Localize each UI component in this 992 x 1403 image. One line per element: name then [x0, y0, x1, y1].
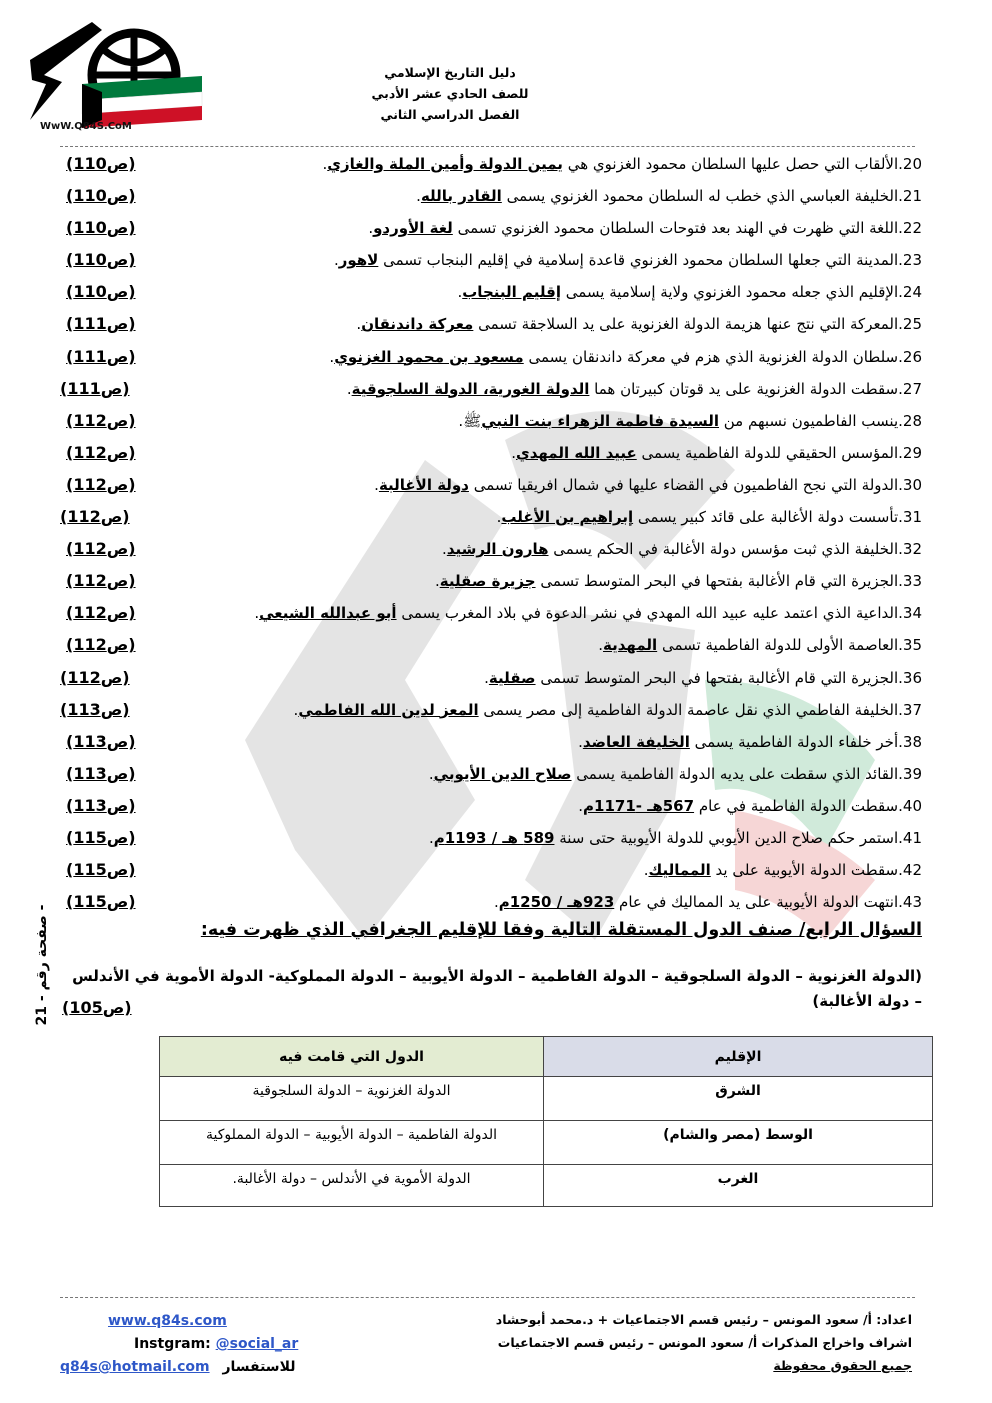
question-stem: الجزيرة التي قام الأغالبة بفتحها في البحر المتوسط تسمى [535, 668, 899, 687]
page-reference: (ص112) [66, 539, 136, 559]
question-stem: سقطت الدولة الفاطمية في عام [694, 796, 899, 815]
question-item [60, 664, 922, 696]
footer-supervised-by: اشراف واخراج المذكرات أ/ سعود المونس – رئيس قسم الاجتماعيات [497, 1335, 912, 1350]
footer-credits [496, 1308, 912, 1377]
question-end: . [356, 315, 362, 334]
question-end: . [457, 283, 463, 302]
question-stem: المؤسس الحقيقي للدولة الفاطمية يسمى [636, 443, 899, 462]
question-number: 28. [898, 411, 922, 430]
header-title: دليل التاريخ الإسلامي [384, 65, 516, 80]
question-text [578, 792, 922, 820]
question-item [60, 150, 922, 182]
question-stem: القائد الذي سقطت على يديه الدولة الفاطمية يسمى [571, 764, 899, 783]
header-grade: للصف الحادي عشر الأدبي [371, 86, 529, 101]
region-cell: الوسط (مصر والشام) [544, 1121, 933, 1165]
page-reference: (ص112) [66, 442, 136, 462]
question-text [416, 182, 922, 210]
page-reference: (ص113) [66, 763, 136, 783]
question-stem: المدينة التي جعلها السلطان محمود الغزنوي قاعدة إسلامية في إقليم البنجاب تسمى [378, 251, 899, 270]
page-reference: (ص110) [66, 282, 136, 302]
question-number: 27. [898, 379, 922, 398]
region-cell: الغرب [544, 1165, 933, 1207]
question-text [347, 375, 922, 403]
instagram-label: Instgram: [134, 1336, 216, 1352]
page-reference: (ص113) [66, 731, 136, 751]
instagram-link[interactable]: @social_ar [215, 1336, 299, 1352]
email-link[interactable]: q84s@hotmail.com [60, 1359, 210, 1375]
question-item [60, 310, 922, 342]
document-header [330, 62, 570, 125]
question-stem: استمر حكم صلاح الدين الأيوبي للدولة الأيوبية حتى سنة [554, 828, 899, 847]
question-text [578, 728, 922, 756]
question-answer: المهدية [603, 636, 658, 655]
question-text [254, 599, 922, 627]
question-end: . [329, 347, 335, 366]
logo-url-text: WwW.Q84S.CoM [40, 121, 132, 132]
question-text [442, 535, 922, 563]
question-answer: إقليم البنجاب [462, 283, 561, 302]
question-end: . [333, 251, 339, 270]
question-end: . [598, 636, 604, 655]
page-reference: (ص112) [66, 410, 136, 430]
question-end: . [442, 540, 447, 559]
page-number [22, 895, 62, 1035]
question-item [60, 439, 922, 471]
question-number: 21. [898, 187, 922, 206]
page-reference: (ص110) [66, 186, 136, 206]
question-stem: الإقليم الذي جعله محمود الغزنوي ولاية إسلامية يسمى [560, 283, 899, 302]
footer-divider [60, 1297, 915, 1298]
question-stem: سقطت الدولة الغزنوية على يد قوتان كبيرتان هما [589, 379, 899, 398]
question-item [60, 343, 922, 375]
question-list [60, 150, 922, 920]
question-end: . [374, 475, 379, 494]
page-reference: (ص113) [60, 699, 130, 719]
question-number: 39. [898, 764, 922, 783]
question-item [60, 888, 922, 920]
question-item [60, 696, 922, 728]
question-stem: العاصمة الأولى للدولة الفاطمية تسمى [657, 636, 899, 655]
question-end: . [416, 187, 421, 206]
footer-prepared-by: اعداد: أ/ سعود المونس – رئيس قسم الاجتماعيات + د.محمد أبوحشاد [495, 1312, 912, 1327]
question-text [429, 824, 922, 852]
question-answer: جزيرة صقلية [439, 572, 536, 591]
question-stem: اللغة التي ظهرت في الهند بعد فتوحات السلطان محمود الغزنوي تسمى [452, 219, 899, 238]
question-stem: سقطت الدولة الأيوبية على يد [710, 861, 899, 880]
question-end: . [511, 443, 516, 462]
question-stem: انتهت الدولة الأيوبية على يد المماليك في عام [614, 893, 899, 912]
question-number: 25. [898, 315, 922, 334]
question-end: . [428, 828, 434, 847]
page-reference: (ص111) [66, 314, 136, 334]
question-text [458, 407, 922, 435]
question-number: 29. [898, 443, 922, 462]
header-semester: الفصل الدراسي الثاني [380, 107, 520, 122]
question-item [60, 503, 922, 535]
footer-rights: جميع الحقوق محفوظة [773, 1358, 912, 1373]
question-end: ﷺ. [458, 411, 482, 430]
question-number: 30. [898, 475, 922, 494]
page-reference: (ص112) [66, 603, 136, 623]
question-item [60, 375, 922, 407]
page-reference: (ص115) [66, 892, 136, 912]
question-stem: الخليفة العباسي الذي خطب له السلطان محمود الغزنوي يسمى [501, 187, 899, 206]
question-answer: صلاح الدين الأيوبي [433, 764, 572, 783]
question-end: . [496, 508, 502, 527]
question-end: . [293, 700, 299, 719]
question-stem: الألقاب التي حصل عليها السلطان محمود الغزنوي هي [562, 155, 899, 173]
states-cell: الدولة الفاطمية – الدولة الأيوبية – الدولة المملوكية [160, 1121, 544, 1165]
question-stem: ينسب الفاطميون نسبهم من [719, 411, 899, 430]
question-answer: أبو عبدالله الشيعي [259, 604, 397, 623]
question-number: 38. [898, 732, 922, 751]
page-reference: (ص115) [66, 860, 136, 880]
question-answer: صقلية [488, 668, 536, 687]
question-text [484, 664, 922, 692]
question-number: 35. [898, 636, 922, 655]
question-number: 41. [898, 828, 922, 847]
question-text [497, 503, 922, 531]
question-item [60, 278, 922, 310]
question-text [329, 343, 922, 371]
question-answer: يمين الدولة وأمين الملة والغازي [327, 155, 563, 173]
question-answer: لاهور [338, 251, 379, 270]
question-number: 26. [898, 347, 922, 366]
question-answer: 923هـ / 1250م [498, 893, 615, 912]
question-item [60, 631, 922, 663]
region-cell: الشرق [544, 1077, 933, 1121]
page-reference: (ص110) [66, 250, 136, 270]
question-end: . [346, 379, 352, 398]
question-text [356, 310, 922, 338]
question-stem: الجزيرة التي قام الأغالبة بفتحها في البحر المتوسط تسمى [535, 572, 899, 591]
question-text [374, 471, 922, 499]
question-number: 32. [898, 540, 922, 559]
question-text [457, 278, 922, 306]
page-reference: (ص112) [66, 571, 136, 591]
question-number: 40. [898, 796, 922, 815]
regions-table [159, 1036, 933, 1207]
page-reference: (ص111) [60, 378, 130, 398]
page-reference: (ص112) [66, 635, 136, 655]
question-end: . [428, 764, 434, 783]
question-number: 42. [898, 861, 922, 880]
question-end: . [322, 155, 328, 173]
question-answer: السيدة فاطمة الزهراء بنت النبي [481, 411, 719, 430]
question-answer: هارون الرشيد [446, 540, 549, 559]
question-number: 36. [898, 668, 922, 687]
question4-page-ref: (ص105) [62, 998, 132, 1017]
question-end: . [578, 796, 584, 815]
question-text [644, 856, 922, 884]
question-answer: إبراهيم بن الأغلب [501, 508, 634, 527]
question-item [60, 567, 922, 599]
page-reference: (ص112) [60, 667, 130, 687]
question-text [598, 631, 922, 659]
question-number: 24. [898, 283, 922, 302]
question-item [60, 824, 922, 856]
states-cell: الدولة الغزنوية – الدولة السلجوقية [160, 1077, 544, 1121]
question-stem: الدولة التي نجح الفاطميون في القضاء عليها في شمال افريقيا تسمى [468, 475, 899, 494]
question-answer: عبيد الله المهدي [515, 443, 637, 462]
question4-title: السؤال الرابع/ صنف الدول المستقلة التالية وفقا للإقليم الجغرافي الذي ظهرت فيه: [200, 920, 922, 940]
question-end: . [368, 219, 374, 238]
question-number: 33. [898, 572, 922, 591]
table-row [160, 1077, 933, 1121]
question-item [60, 471, 922, 503]
question-text [294, 696, 922, 724]
question-item [60, 760, 922, 792]
question-end: . [434, 572, 440, 591]
question-answer: الخليفة العاضد [582, 732, 690, 751]
question-stem: الخليفة الذي ثبت مؤسس دولة الأغالبة في الحكم يسمى [548, 540, 899, 559]
question-answer: 589 هـ / 1193م [433, 828, 555, 847]
question-stem: أخر خلفاء الدولة الفاطمية يسمى [689, 732, 899, 751]
question-stem: الداعية الذي اعتمد عليه عبيد الله المهدي في نشر الدعوة في بلاد المغرب يسمى [396, 604, 899, 623]
question-item [60, 599, 922, 631]
question-answer: مسعود بن محمود الغزنوي [334, 347, 524, 366]
question-number: 37. [898, 700, 922, 719]
question-end: . [493, 893, 499, 912]
question-stem: الخليفة الفاطمي الذي نقل عاصمة الدولة الفاطمية إلى مصر يسمى [478, 700, 899, 719]
question-end: . [643, 861, 649, 880]
question-answer: 567هـ -1171م [583, 796, 695, 815]
question-answer: معركة داندنقان [361, 315, 474, 334]
question-stem: تأسست دولة الأغالبة على قائد كبير يسمى [633, 508, 899, 527]
page-reference: (ص112) [66, 474, 136, 494]
question-item [60, 214, 922, 246]
question-item [60, 407, 922, 439]
question-number: 20. [898, 155, 922, 173]
question-answer: الدولة الغورية، الدولة السلجوقية [351, 379, 590, 398]
table-row [160, 1165, 933, 1207]
question-text [368, 214, 922, 242]
table-header-row [160, 1037, 933, 1077]
question-text [435, 567, 922, 595]
question-item [60, 246, 922, 278]
question-text [511, 439, 922, 467]
question-answer: المعز لدين الله الفاطمي [298, 700, 479, 719]
header-region: الإقليم [544, 1037, 933, 1077]
question-end: . [484, 668, 489, 687]
question-item [60, 728, 922, 760]
question-end: . [578, 732, 583, 751]
states-cell: الدولة الأموية في الأندلس – دولة الأغالبة. [160, 1165, 544, 1207]
question-answer: دولة الأغالبة [378, 475, 469, 494]
page-number-label: صفحة رقم - 21 - [34, 904, 50, 1026]
question-item [60, 856, 922, 888]
inquiry-label: للاستفسار [222, 1359, 296, 1375]
question-answer: المماليك [648, 861, 711, 880]
question-end: . [254, 604, 260, 623]
question-number: 22. [898, 219, 922, 238]
website-link[interactable]: www.q84s.com [108, 1313, 227, 1329]
question-text [334, 246, 922, 274]
page-reference: (ص110) [66, 218, 136, 238]
question-number: 23. [898, 251, 922, 270]
header-states: الدول التي قامت فيه [160, 1037, 544, 1077]
question-text [494, 888, 922, 916]
question-text [322, 150, 922, 178]
question-stem: المعركة التي نتج عنها هزيمة الدولة الغزنوية على يد السلاجقة تسمى [473, 315, 899, 334]
table-row [160, 1121, 933, 1165]
page-reference: (ص115) [66, 827, 136, 847]
question4-states-list: (الدولة الغزنوية – الدولة السلجوقية – الدولة الفاطمية – الدولة الأيوبية – الدولة المملوكية- الدولة الأموية في الأندلس – دولة الأغالبة) [72, 967, 922, 1010]
question-number: 31. [898, 508, 922, 527]
page-reference: (ص113) [66, 795, 136, 815]
question-number: 43. [898, 893, 922, 912]
school-logo [22, 20, 204, 132]
question-item [60, 182, 922, 214]
page-reference: (ص110) [66, 154, 136, 173]
question-number: 34. [898, 604, 922, 623]
question-text [429, 760, 922, 788]
header-divider [60, 146, 915, 147]
footer-contacts [60, 1310, 320, 1379]
question-item [60, 792, 922, 824]
question-answer: القادر بالله [420, 187, 502, 206]
page-reference: (ص112) [60, 507, 130, 527]
page-reference: (ص111) [66, 346, 136, 366]
question-item [60, 535, 922, 567]
question-stem: سلطان الدولة الغزنوية الذي هزم في معركة داندنقان يسمى [523, 347, 899, 366]
question-answer: لغة الأوردو [373, 219, 453, 238]
